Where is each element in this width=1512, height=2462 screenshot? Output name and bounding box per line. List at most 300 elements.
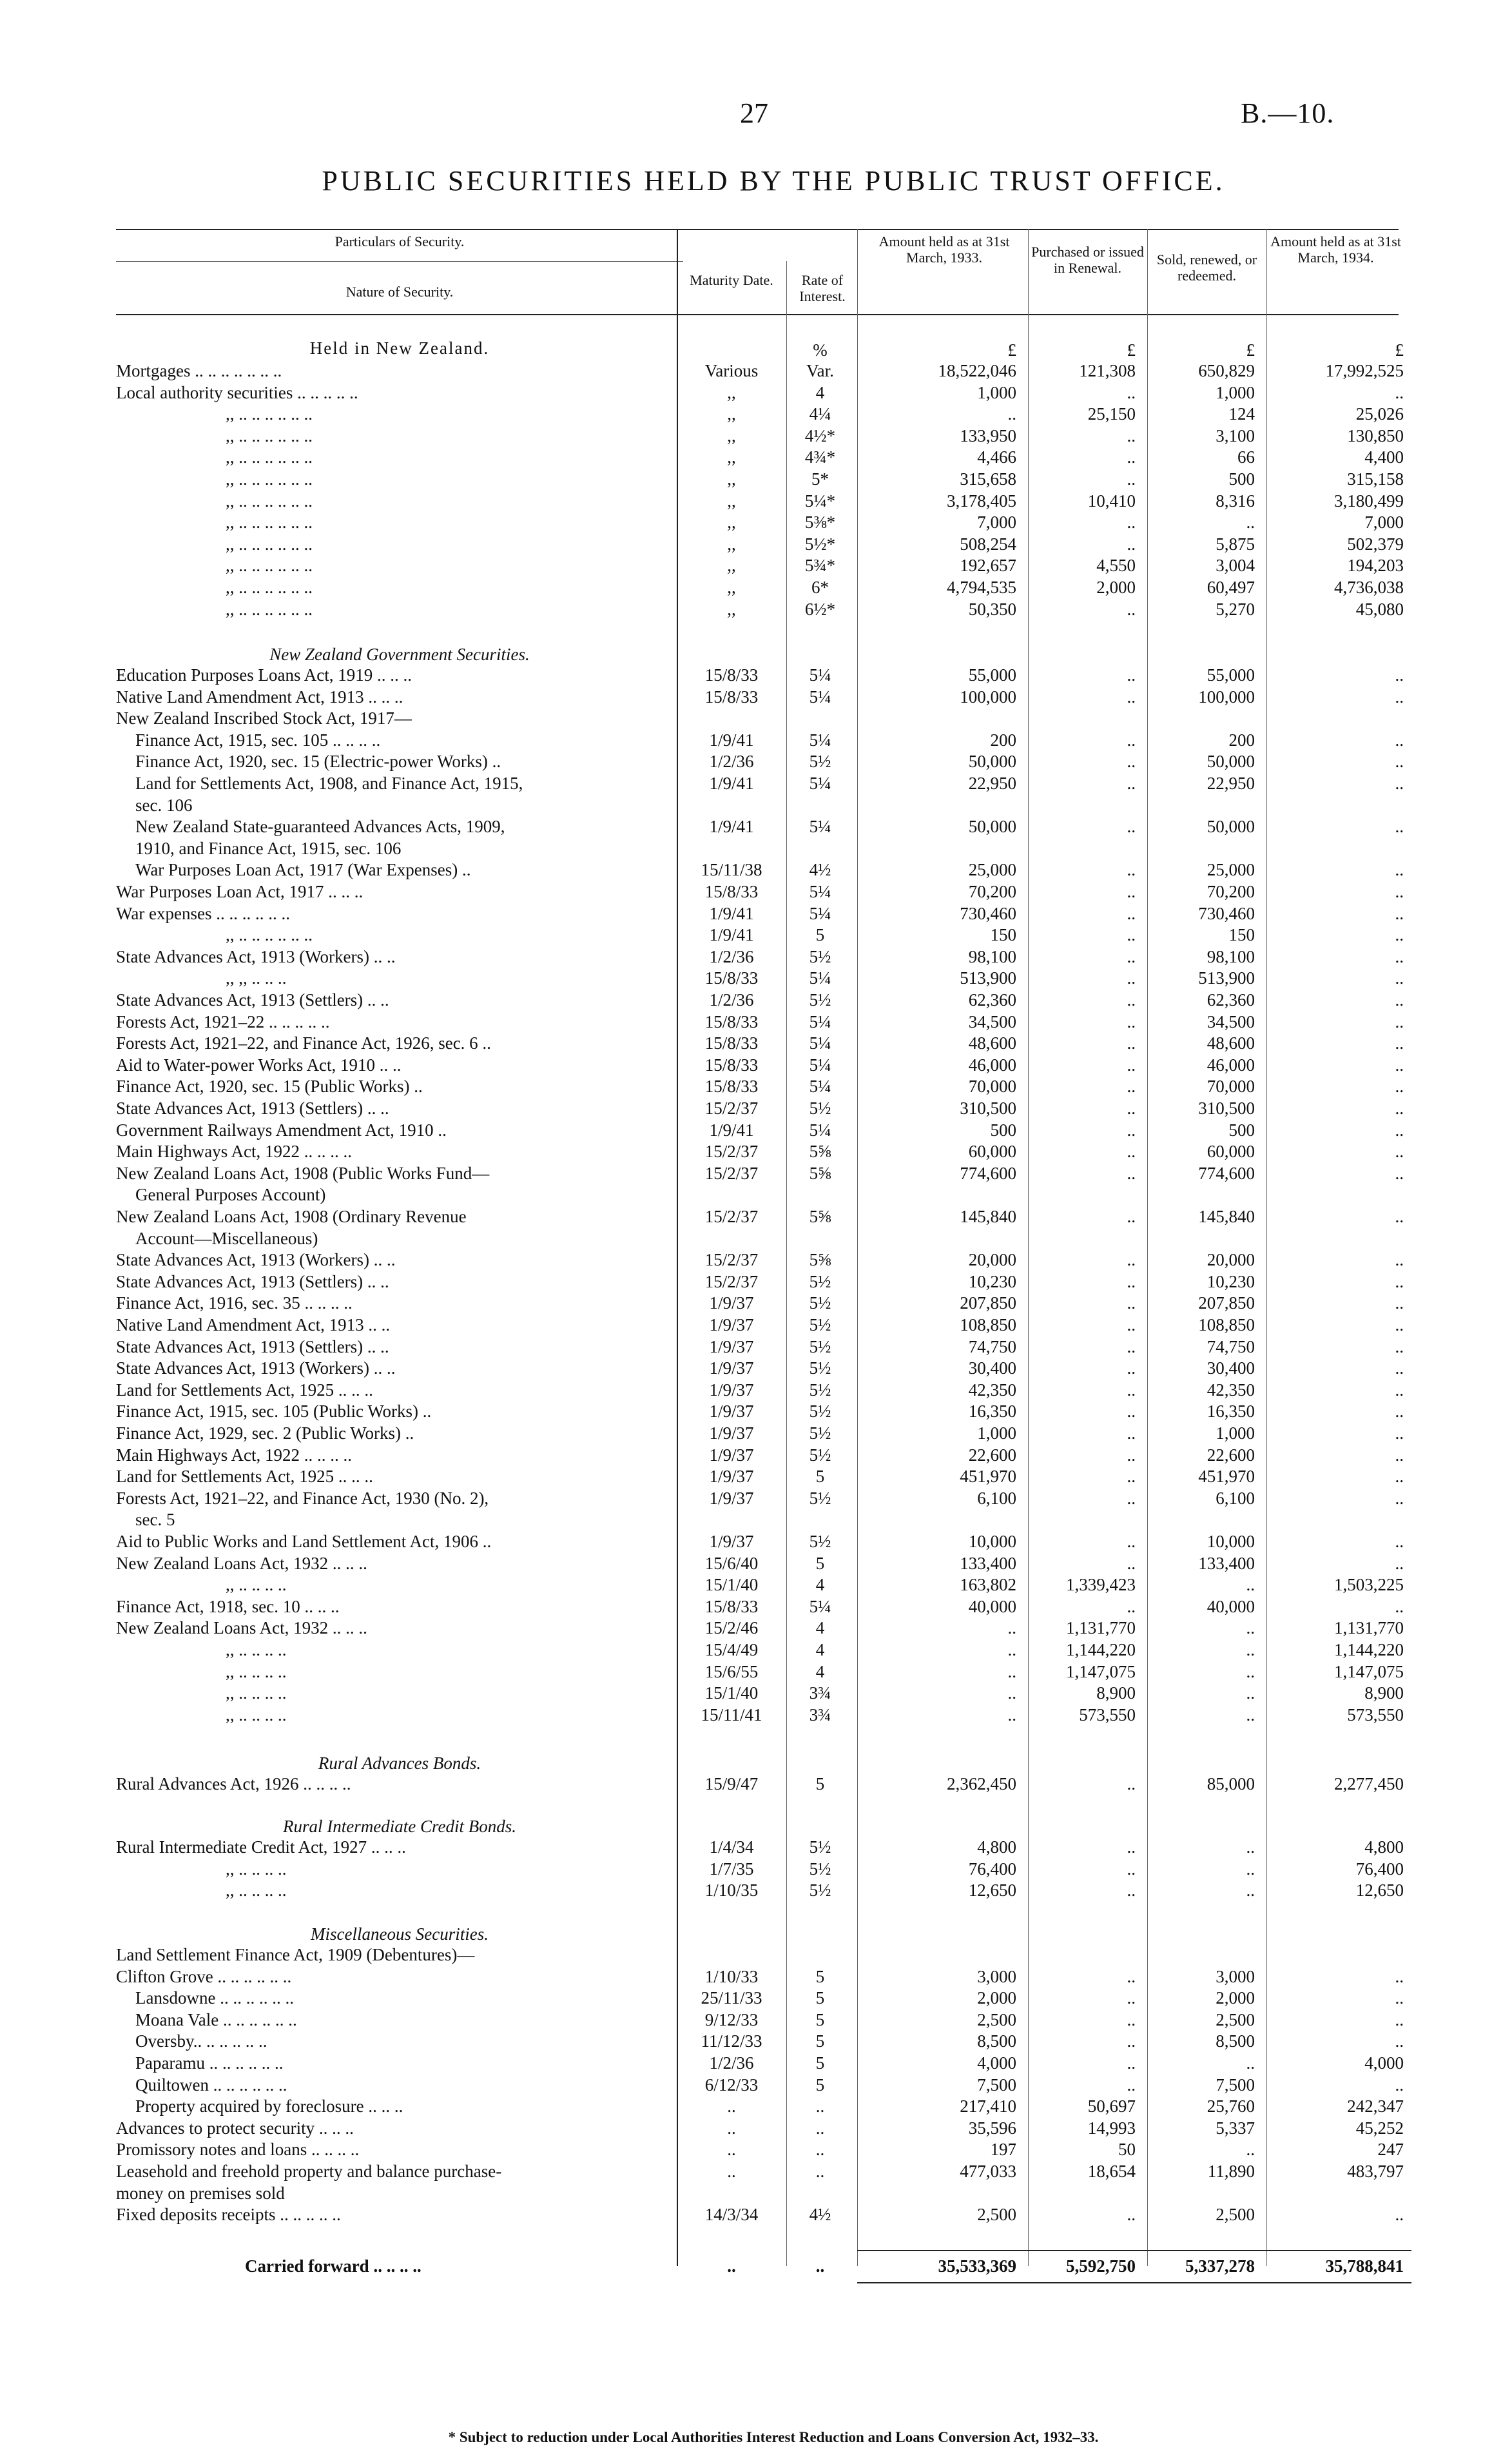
security-name: Native Land Amendment Act, 1913 .. .. .. xyxy=(116,687,403,707)
table-row xyxy=(0,1575,1512,1594)
held-1933: 6,100 xyxy=(977,1488,1016,1508)
interest-rate: 5¼ xyxy=(809,687,831,707)
security-name: State Advances Act, 1913 (Workers) .. .. xyxy=(116,1250,396,1270)
maturity-date: 1/9/37 xyxy=(709,1532,754,1551)
maturity-date: 1/9/41 xyxy=(709,730,754,750)
held-1934: .. xyxy=(1395,925,1404,945)
purchased-renewal: .. xyxy=(1127,1488,1136,1508)
held-1934: .. xyxy=(1395,990,1404,1010)
total-purchased: 5,592,750 xyxy=(1066,2256,1136,2276)
held-1934: .. xyxy=(1395,1423,1404,1443)
maturity-date: 15/2/46 xyxy=(704,1618,759,1638)
sold-redeemed: 25,000 xyxy=(1207,860,1255,880)
security-name: Rural Advances Act, 1926 .. .. .. .. xyxy=(116,1774,351,1793)
held-1933: 310,500 xyxy=(960,1099,1016,1118)
sold-redeemed: 70,000 xyxy=(1207,1077,1255,1097)
interest-rate: Var. xyxy=(806,361,834,380)
sold-redeemed: 200 xyxy=(1228,730,1255,750)
interest-rate: 5¼ xyxy=(809,817,831,837)
security-name: Finance Act, 1920, sec. 15 (Public Works) .. xyxy=(116,1077,423,1097)
maturity-date: 15/8/33 xyxy=(704,665,759,685)
security-name: War Purposes Loan Act, 1917 .. .. .. xyxy=(116,882,363,901)
interest-rate: 5¼ xyxy=(809,774,831,793)
security-name: ,, .. .. .. .. .. .. xyxy=(226,404,313,424)
held-1934: 25,026 xyxy=(1355,404,1404,424)
purchased-renewal: .. xyxy=(1127,1055,1136,1075)
security-name: New Zealand Loans Act, 1932 .. .. .. xyxy=(116,1553,367,1573)
table-row xyxy=(0,1881,1512,1900)
sold-redeemed: 2,500 xyxy=(1216,2205,1255,2225)
held-1933: .. xyxy=(1007,404,1016,424)
security-name: ,, .. .. .. .. xyxy=(226,1859,287,1879)
purchased-renewal: 50,697 xyxy=(1087,2096,1136,2116)
purchased-renewal: 18,654 xyxy=(1087,2162,1136,2181)
held-1934: 4,800 xyxy=(1364,1837,1404,1857)
interest-rate: 5¼ xyxy=(809,1596,831,1616)
maturity-date: Various xyxy=(704,361,759,380)
table-row xyxy=(0,1467,1512,1486)
held-1934: .. xyxy=(1395,2205,1404,2225)
table-row xyxy=(0,1358,1512,1378)
table-row xyxy=(0,1293,1512,1313)
table-row xyxy=(0,1967,1512,1986)
security-name: New Zealand Loans Act, 1908 (Public Works Fund— xyxy=(116,1163,490,1183)
held-1933: 100,000 xyxy=(960,687,1016,707)
maturity-date: 15/2/37 xyxy=(704,1163,759,1183)
interest-rate: 5¼ xyxy=(809,1077,831,1097)
table-row xyxy=(0,1532,1512,1551)
maturity-date: 1/9/41 xyxy=(709,817,754,837)
held-1933: 55,000 xyxy=(968,665,1016,685)
held-1934: .. xyxy=(1395,1163,1404,1183)
particulars-rule xyxy=(116,261,683,262)
security-name: Main Highways Act, 1922 .. .. .. .. xyxy=(116,1445,352,1465)
held-1934: 76,400 xyxy=(1355,1859,1404,1879)
sold-redeemed: .. xyxy=(1246,2053,1255,2073)
purchased-renewal: .. xyxy=(1127,382,1136,402)
purchased-renewal: .. xyxy=(1127,1099,1136,1118)
held-1934: .. xyxy=(1395,903,1404,923)
held-1933: .. xyxy=(1007,1661,1016,1681)
maturity-date: 1/9/37 xyxy=(709,1402,754,1422)
table-row xyxy=(0,1012,1512,1031)
purchased-renewal: .. xyxy=(1127,1553,1136,1573)
held-1933: 513,900 xyxy=(960,968,1016,988)
purchased-renewal: .. xyxy=(1127,752,1136,772)
sold-redeemed: 124 xyxy=(1228,404,1255,424)
held-1934: 1,503,225 xyxy=(1334,1575,1404,1595)
table-row xyxy=(0,1142,1512,1161)
held-1933: 4,794,535 xyxy=(947,578,1016,597)
purchased-renewal: .. xyxy=(1127,2031,1136,2051)
held-1933: 192,657 xyxy=(960,556,1016,576)
sold-redeemed: 62,360 xyxy=(1207,990,1255,1010)
sold-redeemed: 11,890 xyxy=(1207,2162,1255,2181)
held-1934: 130,850 xyxy=(1347,425,1404,445)
interest-rate: 4½* xyxy=(804,425,836,445)
table-row xyxy=(0,1077,1512,1096)
held-1934: .. xyxy=(1395,1553,1404,1573)
held-1934: .. xyxy=(1395,1250,1404,1270)
table-row xyxy=(0,1120,1512,1140)
held-1934: 247 xyxy=(1377,2140,1404,2160)
held-1933: 2,362,450 xyxy=(947,1774,1016,1793)
interest-rate: 5¼ xyxy=(809,730,831,750)
security-name: ,, .. .. .. .. .. .. xyxy=(226,534,313,554)
maturity-date: ,, xyxy=(727,447,736,467)
sold-redeemed: 207,850 xyxy=(1198,1293,1255,1313)
maturity-date: 15/2/37 xyxy=(704,1271,759,1291)
table-row xyxy=(0,1597,1512,1616)
sold-redeemed: 513,900 xyxy=(1198,968,1255,988)
table-row xyxy=(0,534,1512,554)
purchased-renewal: .. xyxy=(1127,903,1136,923)
held-1933: 46,000 xyxy=(968,1055,1016,1075)
purchased-renewal: .. xyxy=(1127,1011,1136,1031)
sold-redeemed: 55,000 xyxy=(1207,665,1255,685)
table-row xyxy=(0,361,1512,380)
held-1934: .. xyxy=(1395,1055,1404,1075)
security-name: Finance Act, 1916, sec. 35 .. .. .. .. xyxy=(116,1293,353,1313)
maturity-date: 1/9/37 xyxy=(709,1488,754,1508)
purchased-renewal: .. xyxy=(1127,2053,1136,2073)
sold-redeemed: .. xyxy=(1246,1575,1255,1595)
interest-rate: 5½ xyxy=(809,1445,831,1465)
held-1934: 45,080 xyxy=(1355,599,1404,619)
table-row xyxy=(0,426,1512,445)
purchased-renewal: .. xyxy=(1127,1402,1136,1422)
maturity-date: 11/12/33 xyxy=(701,2031,762,2051)
sold-redeemed: 500 xyxy=(1228,469,1255,489)
sold-redeemed: 70,200 xyxy=(1207,882,1255,901)
table-row xyxy=(0,925,1512,944)
held-1933: 2,000 xyxy=(977,1988,1016,2008)
held-1934: .. xyxy=(1395,774,1404,793)
table-row xyxy=(0,1185,1512,1204)
table-row xyxy=(0,1055,1512,1075)
maturity-date: ,, xyxy=(727,534,736,554)
held-1933: 4,466 xyxy=(977,447,1016,467)
security-name: Leasehold and freehold property and balance purchase- xyxy=(116,2162,502,2181)
sold-redeemed: 2,500 xyxy=(1216,2009,1255,2029)
sold-redeemed: 730,460 xyxy=(1198,903,1255,923)
sold-redeemed: 310,500 xyxy=(1198,1099,1255,1118)
sold-redeemed: 100,000 xyxy=(1198,687,1255,707)
purchased-renewal: 1,339,423 xyxy=(1066,1575,1136,1595)
table-row xyxy=(0,2162,1512,2181)
table-row xyxy=(0,1315,1512,1334)
held-1934: .. xyxy=(1395,1445,1404,1465)
sold-redeemed: 34,500 xyxy=(1207,1011,1255,1031)
sold-redeemed: .. xyxy=(1246,1661,1255,1681)
held-1933: 2,500 xyxy=(977,2009,1016,2029)
purchased-renewal: .. xyxy=(1127,447,1136,467)
table-row xyxy=(0,469,1512,489)
table-row xyxy=(0,513,1512,532)
purchased-renewal: .. xyxy=(1127,1142,1136,1162)
purchased-renewal: .. xyxy=(1127,1881,1136,1900)
purchased-renewal: .. xyxy=(1127,1859,1136,1879)
carried-forward-row xyxy=(0,2256,1512,2276)
interest-rate: 5½ xyxy=(809,1315,831,1334)
held-1934: .. xyxy=(1395,1467,1404,1487)
sold-redeemed: 451,970 xyxy=(1198,1467,1255,1487)
security-name: Advances to protect security .. .. .. xyxy=(116,2118,354,2138)
sold-redeemed: 74,750 xyxy=(1207,1336,1255,1356)
security-name: Finance Act, 1920, sec. 15 (Electric-power Works) .. xyxy=(135,752,501,772)
held-1934: .. xyxy=(1395,882,1404,901)
maturity-date: 1/9/41 xyxy=(709,925,754,945)
interest-rate: 5½ xyxy=(809,1402,831,1422)
maturity-date: 15/9/47 xyxy=(704,1774,759,1793)
interest-rate: 5⅝ xyxy=(809,1142,831,1162)
purchased-renewal: .. xyxy=(1127,1293,1136,1313)
maturity-date: 1/9/37 xyxy=(709,1358,754,1378)
table-row xyxy=(0,687,1512,707)
sold-redeemed: .. xyxy=(1246,1837,1255,1857)
held-1933: 200 xyxy=(990,730,1016,750)
security-name: Government Railways Amendment Act, 1910 .. xyxy=(116,1120,447,1140)
maturity-date: ,, xyxy=(727,425,736,445)
purchased-renewal: .. xyxy=(1127,946,1136,966)
table-row xyxy=(0,2205,1512,2224)
sold-redeemed: .. xyxy=(1246,1705,1255,1724)
held-1933: 10,000 xyxy=(968,1532,1016,1551)
held-1933: 4,000 xyxy=(977,2053,1016,2073)
security-name: Account—Miscellaneous) xyxy=(135,1228,318,1248)
held-1933: 108,850 xyxy=(960,1315,1016,1334)
security-name: New Zealand Loans Act, 1932 .. .. .. xyxy=(116,1618,367,1638)
maturity-date: 1/2/36 xyxy=(709,752,754,772)
interest-rate: 5½ xyxy=(809,1881,831,1900)
table-row xyxy=(0,990,1512,1010)
purchased-renewal: 2,000 xyxy=(1096,578,1136,597)
section-rural-intermediate: Rural Intermediate Credit Bonds. xyxy=(283,1817,516,1836)
purchased-renewal: .. xyxy=(1127,2075,1136,2095)
interest-rate: 5½ xyxy=(809,1293,831,1313)
table-row xyxy=(0,882,1512,901)
sold-redeemed: 3,004 xyxy=(1216,556,1255,576)
held-1933: 42,350 xyxy=(968,1380,1016,1400)
security-name: ,, .. .. .. .. xyxy=(226,1661,287,1681)
table-row xyxy=(0,1705,1512,1724)
table-row xyxy=(0,1510,1512,1529)
table-row xyxy=(0,578,1512,597)
maturity-date: ,, xyxy=(727,599,736,619)
purchased-renewal: .. xyxy=(1127,665,1136,685)
interest-rate: 5½ xyxy=(809,1380,831,1400)
interest-rate: 5½ xyxy=(809,1099,831,1118)
held-1933: 2,500 xyxy=(977,2205,1016,2225)
held-1933: 145,840 xyxy=(960,1207,1016,1226)
held-1933: 315,658 xyxy=(960,469,1016,489)
maturity-date: ,, xyxy=(727,578,736,597)
security-name: 1910, and Finance Act, 1915, sec. 106 xyxy=(135,838,402,858)
maturity-date: .. xyxy=(727,2162,736,2181)
sold-redeemed: 145,840 xyxy=(1198,1207,1255,1226)
table-row xyxy=(0,1618,1512,1637)
held-1934: 242,347 xyxy=(1347,2096,1404,2116)
header-held-1933: Amount held as at 31st March, 1933. xyxy=(878,233,1010,266)
purchased-renewal: .. xyxy=(1127,730,1136,750)
purchased-renewal: .. xyxy=(1127,534,1136,554)
held-1933: 40,000 xyxy=(968,1596,1016,1616)
interest-rate: 5½ xyxy=(809,1859,831,1879)
interest-rate: 5¼ xyxy=(809,665,831,685)
held-1934: .. xyxy=(1395,1380,1404,1400)
sold-redeemed: 30,400 xyxy=(1207,1358,1255,1378)
interest-rate: 5¼ xyxy=(809,1011,831,1031)
held-1934: .. xyxy=(1395,1271,1404,1291)
interest-rate: 4 xyxy=(815,1618,825,1638)
interest-rate: 5¾* xyxy=(804,556,836,576)
purchased-renewal: 8,900 xyxy=(1096,1683,1136,1703)
security-name: ,, .. .. .. .. .. .. xyxy=(226,491,313,511)
held-1934: .. xyxy=(1395,382,1404,402)
total-held-1934: 35,788,841 xyxy=(1325,2256,1404,2276)
interest-rate: 5* xyxy=(811,469,829,489)
maturity-date: 15/6/55 xyxy=(704,1661,759,1681)
table-row xyxy=(0,491,1512,511)
maturity-date: 1/9/37 xyxy=(709,1293,754,1313)
held-1933: 508,254 xyxy=(960,534,1016,554)
held-1933: 50,000 xyxy=(968,752,1016,772)
security-name: New Zealand Inscribed Stock Act, 1917— xyxy=(116,708,412,728)
purchased-renewal: .. xyxy=(1127,1837,1136,1857)
held-1934: .. xyxy=(1395,730,1404,750)
security-name: Forests Act, 1921–22 .. .. .. .. .. xyxy=(116,1011,330,1031)
sold-redeemed: 98,100 xyxy=(1207,946,1255,966)
maturity-date: 1/10/33 xyxy=(704,1966,759,1986)
maturity-date: ,, xyxy=(727,469,736,489)
table-row xyxy=(0,2031,1512,2051)
total-rule-bottom xyxy=(857,2282,1411,2283)
section-held-in-nz: Held in New Zealand. xyxy=(309,338,490,358)
interest-rate: .. xyxy=(815,2140,825,2160)
maturity-date: 15/8/33 xyxy=(704,687,759,707)
interest-rate: 5½ xyxy=(809,752,831,772)
section-govt-securities: New Zealand Government Securities. xyxy=(269,645,530,664)
held-1934: 4,000 xyxy=(1364,2053,1404,2073)
table-row xyxy=(0,1988,1512,2008)
sold-redeemed: 85,000 xyxy=(1207,1774,1255,1793)
header-nature: Nature of Security. xyxy=(345,284,454,300)
security-name: ,, .. .. .. .. .. .. xyxy=(226,578,313,597)
purchased-renewal: .. xyxy=(1127,1250,1136,1270)
maturity-date: ,, xyxy=(727,382,736,402)
purchased-renewal: 4,550 xyxy=(1096,556,1136,576)
held-1934: .. xyxy=(1395,968,1404,988)
purchased-renewal: .. xyxy=(1127,1336,1136,1356)
table-row xyxy=(0,2118,1512,2138)
header-top-rule xyxy=(116,229,1399,230)
purchased-renewal: .. xyxy=(1127,817,1136,837)
security-name: State Advances Act, 1913 (Workers) .. .. xyxy=(116,1358,396,1378)
interest-rate: 5½* xyxy=(804,534,836,554)
held-1934: .. xyxy=(1395,1011,1404,1031)
security-name: sec. 5 xyxy=(135,1510,175,1530)
security-name: Lansdowne .. .. .. .. .. .. xyxy=(135,1988,294,2008)
held-1933: 451,970 xyxy=(960,1467,1016,1487)
held-1933: .. xyxy=(1007,1683,1016,1703)
held-1933: 10,230 xyxy=(968,1271,1016,1291)
purchased-renewal: .. xyxy=(1127,1467,1136,1487)
total-rule-top xyxy=(857,2250,1411,2251)
security-name: Mortgages .. .. .. .. .. .. .. xyxy=(116,361,282,380)
header-rate: Rate of Interest. xyxy=(799,272,846,305)
purchased-renewal: 14,993 xyxy=(1087,2118,1136,2138)
held-1933: 3,178,405 xyxy=(947,491,1016,511)
table-row xyxy=(0,1337,1512,1356)
interest-rate: 5⅝ xyxy=(809,1250,831,1270)
security-name: Forests Act, 1921–22, and Finance Act, 1930 (No. 2), xyxy=(116,1488,489,1508)
purchased-renewal: .. xyxy=(1127,925,1136,945)
held-1934: 502,379 xyxy=(1347,534,1404,554)
held-1934: .. xyxy=(1395,860,1404,880)
held-1933: .. xyxy=(1007,1618,1016,1638)
table-row xyxy=(0,947,1512,966)
security-name: Moana Vale .. .. .. .. .. .. xyxy=(135,2009,297,2029)
footnote: * Subject to reduction under Local Authorities Interest Reduction and Loans Conversion Act, 1932–33. xyxy=(448,2429,1099,2445)
interest-rate: 5½ xyxy=(809,1271,831,1291)
purchased-renewal: .. xyxy=(1127,774,1136,793)
held-1933: 1,000 xyxy=(977,1423,1016,1443)
maturity-date: 15/6/40 xyxy=(704,1553,759,1573)
unit-rate: % xyxy=(813,340,828,360)
held-1934: 7,000 xyxy=(1364,513,1404,532)
held-1933: 50,000 xyxy=(968,817,1016,837)
security-name: State Advances Act, 1913 (Workers) .. .. xyxy=(116,946,396,966)
purchased-renewal: 25,150 xyxy=(1087,404,1136,424)
sold-redeemed: .. xyxy=(1246,1859,1255,1879)
held-1933: 1,000 xyxy=(977,382,1016,402)
purchased-renewal: 50 xyxy=(1118,2140,1136,2160)
interest-rate: 5⅝ xyxy=(809,1163,831,1183)
maturity-date: 1/2/36 xyxy=(709,2053,754,2073)
maturity-date: 15/8/33 xyxy=(704,1011,759,1031)
table-row xyxy=(0,1683,1512,1703)
sold-redeemed: .. xyxy=(1246,513,1255,532)
held-1933: 22,600 xyxy=(968,1445,1016,1465)
security-name: State Advances Act, 1913 (Settlers) .. .. xyxy=(116,1336,389,1356)
held-1934: .. xyxy=(1395,752,1404,772)
interest-rate: 5¼ xyxy=(809,1033,831,1053)
security-name: Land for Settlements Act, 1925 .. .. .. xyxy=(116,1380,373,1400)
held-1933: 76,400 xyxy=(968,1859,1016,1879)
held-1933: 197 xyxy=(990,2140,1016,2160)
maturity-date: 15/4/49 xyxy=(704,1640,759,1659)
security-name: Aid to Water-power Works Act, 1910 .. .. xyxy=(116,1055,402,1075)
unit-money: £ xyxy=(1007,340,1016,360)
sold-redeemed: 2,000 xyxy=(1216,1988,1255,2008)
security-name: Rural Intermediate Credit Act, 1927 .. .. .. xyxy=(116,1837,406,1857)
maturity-date: ,, xyxy=(727,404,736,424)
table-row xyxy=(0,1099,1512,1118)
held-1933: 25,000 xyxy=(968,860,1016,880)
held-1933: 20,000 xyxy=(968,1250,1016,1270)
sold-redeemed: .. xyxy=(1246,1640,1255,1659)
maturity-date: .. xyxy=(727,2140,736,2160)
held-1934: .. xyxy=(1395,2075,1404,2095)
purchased-renewal: 1,144,220 xyxy=(1066,1640,1136,1659)
interest-rate: 5 xyxy=(815,925,825,945)
sold-redeemed: 5,875 xyxy=(1216,534,1255,554)
sold-redeemed: 150 xyxy=(1228,925,1255,945)
held-1933: 163,802 xyxy=(960,1575,1016,1595)
maturity-date: 1/10/35 xyxy=(704,1881,759,1900)
held-1933: 35,596 xyxy=(968,2118,1016,2138)
held-1934: 2,277,450 xyxy=(1334,1774,1404,1793)
